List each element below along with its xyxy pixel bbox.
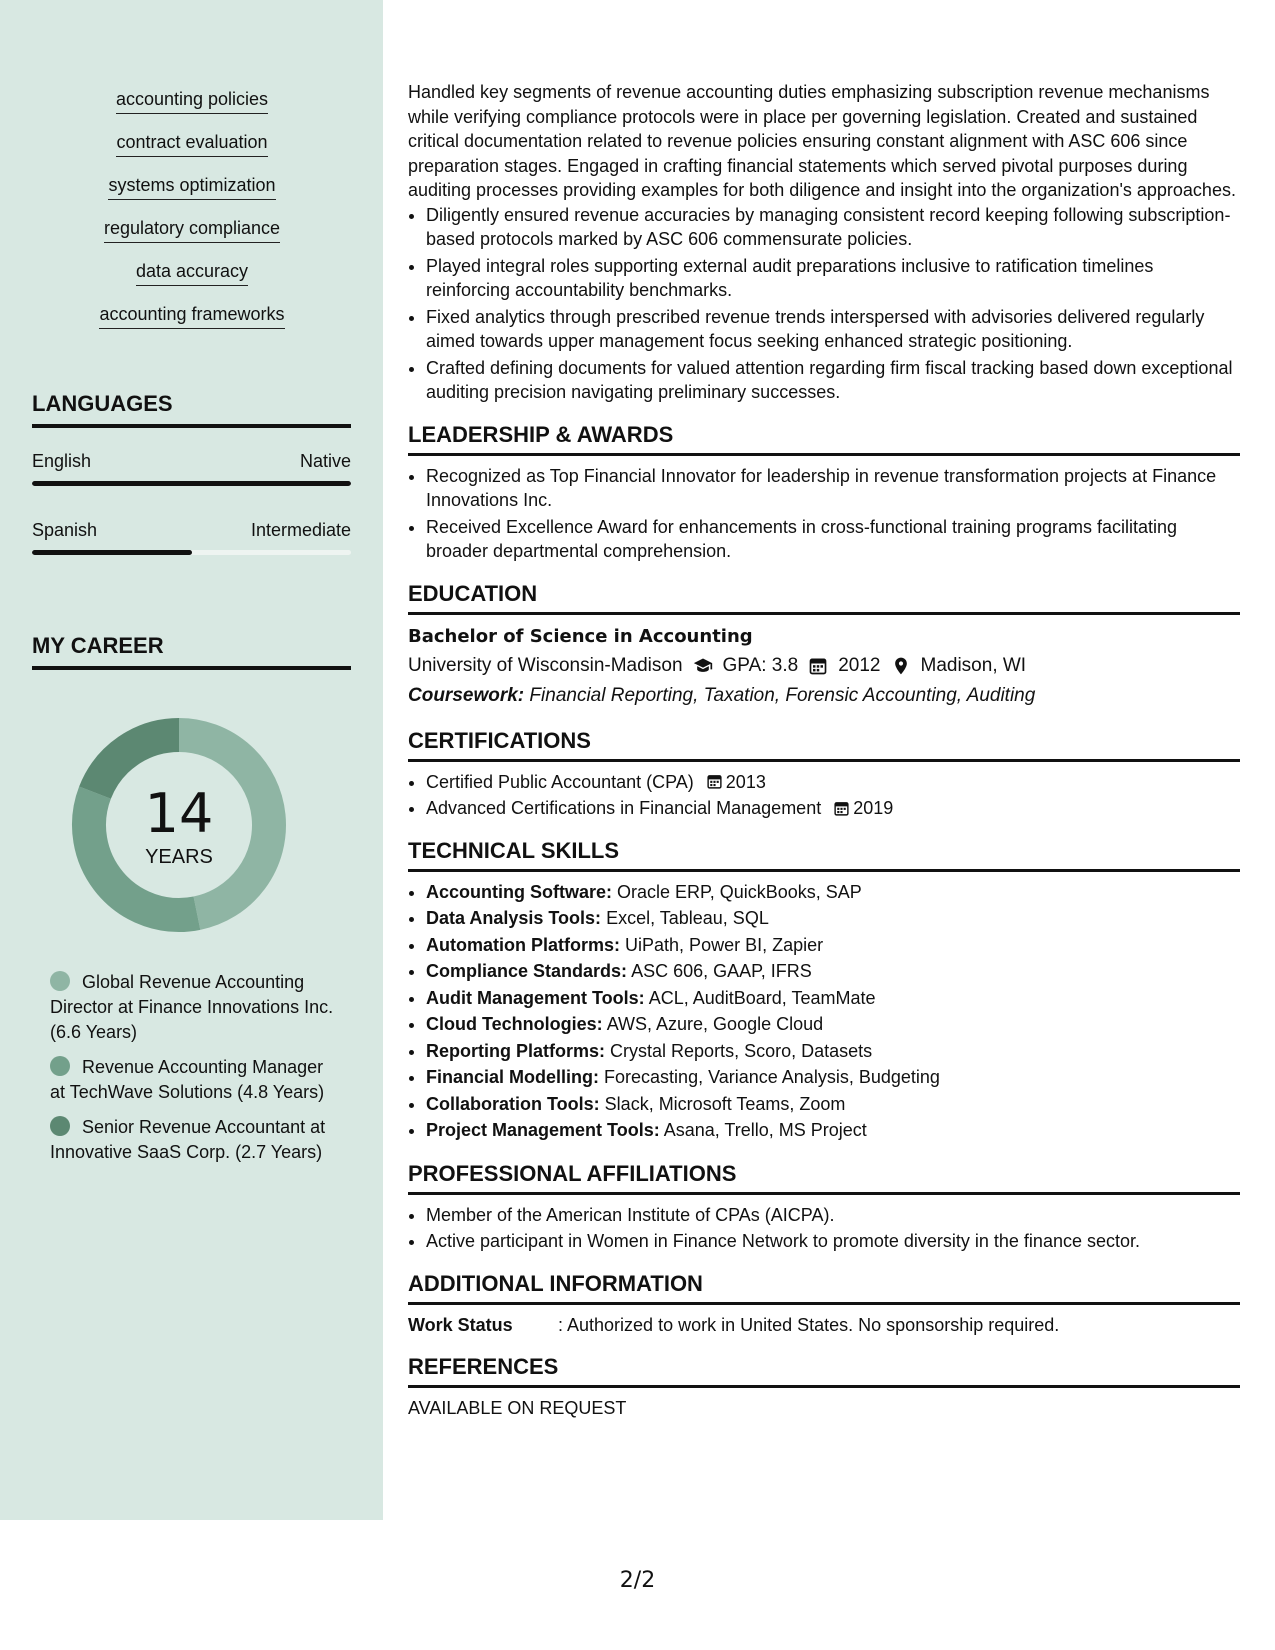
skill-value: Asana, Trello, MS Project — [663, 1120, 867, 1140]
skill-value: Crystal Reports, Scoro, Datasets — [610, 1040, 873, 1061]
career-years-label: YEARS — [145, 846, 213, 868]
skill-label: Cloud Technologies: — [426, 1014, 603, 1034]
skill-value: Excel, Tableau, SQL — [606, 908, 769, 928]
career-legend-item — [50, 1115, 340, 1165]
affiliations-heading: PROFESSIONAL AFFILIATIONS — [408, 1160, 1240, 1195]
list-item: • Received Excellence Award for enhancements in cross-functional training programs facilitating broader departmental comprehension. — [426, 515, 1240, 564]
skill-tag: regulatory compliance — [104, 217, 280, 243]
skill-value: Oracle ERP, QuickBooks, SAP — [617, 881, 862, 902]
career-legend-text: Global Revenue Accounting Director at Finance Innovations Inc. (6.6 Years) — [50, 972, 334, 1042]
skill-label: Reporting Platforms: — [426, 1040, 606, 1061]
career-heading: MY CAREER — [32, 632, 351, 670]
language-row — [32, 450, 351, 472]
languages-heading: LANGUAGES — [32, 390, 351, 428]
list-item: • Member of the American Institute of CPAs (AICPA). — [426, 1203, 1240, 1228]
list-item — [426, 796, 1240, 821]
list-item — [426, 1118, 1240, 1144]
skill-value: ACL, AuditBoard, TeamMate — [648, 987, 876, 1008]
career-legend-item — [50, 970, 340, 1045]
references-heading: REFERENCES — [408, 1353, 1240, 1388]
list-item: • Active participant in Women in Finance Network to promote diversity in the finance sector. — [426, 1229, 1240, 1254]
experience-bullets — [408, 203, 1240, 405]
location-pin-icon — [891, 656, 911, 676]
list-item — [426, 1012, 1240, 1038]
language-bar-fill — [32, 481, 351, 486]
work-status-row — [408, 1313, 1240, 1337]
skill-value: Slack, Microsoft Teams, Zoom — [604, 1093, 846, 1114]
certification-year: 2013 — [725, 771, 766, 792]
coursework-value: Financial Reporting, Taxation, Forensic Accounting, Auditing — [529, 684, 1036, 706]
skill-tag: accounting frameworks — [99, 303, 284, 329]
skill-label: Compliance Standards: — [426, 961, 628, 981]
skills-list — [32, 88, 352, 346]
main-content — [408, 80, 1240, 1420]
skill-value: ASC 606, GAAP, IFRS — [631, 961, 812, 981]
legend-dot-icon — [50, 1056, 70, 1076]
list-item — [426, 959, 1240, 985]
leadership-heading: LEADERSHIP & AWARDS — [408, 421, 1240, 456]
list-item — [426, 880, 1240, 906]
skill-value: AWS, Azure, Google Cloud — [606, 1014, 824, 1034]
calendar-icon — [808, 656, 828, 676]
education-school: University of Wisconsin-Madison — [408, 654, 683, 676]
language-level: Intermediate — [250, 520, 351, 540]
calendar-icon — [706, 773, 723, 790]
certification-name: • Certified Public Accountant (CPA) — [426, 771, 694, 792]
language-name: English — [32, 451, 92, 471]
skill-tag: data accuracy — [136, 260, 248, 286]
skill-value: Forecasting, Variance Analysis, Budgeting — [604, 1067, 940, 1087]
career-legend-item — [50, 1055, 340, 1105]
legend-dot-icon — [50, 1116, 70, 1136]
certifications-list — [408, 770, 1240, 821]
sidebar — [0, 0, 383, 1520]
skill-tag: systems optimization — [108, 174, 275, 200]
list-item: • Fixed analytics through prescribed revenue trends interspersed with advisories delivered regularly aimed towards upper management focus seeking enhanced strategic positioning. — [426, 305, 1240, 354]
list-item — [426, 770, 1240, 795]
language-bar — [32, 550, 351, 555]
career-years-number: 14 — [144, 782, 214, 845]
skill-label: Audit Management Tools: — [426, 987, 645, 1008]
list-item — [426, 1065, 1240, 1091]
list-item — [426, 1039, 1240, 1065]
education-heading: EDUCATION — [408, 580, 1240, 615]
references-value: AVAILABLE ON REQUEST — [408, 1397, 627, 1418]
skill-label: Financial Modelling: — [426, 1067, 600, 1087]
additional-info-heading: ADDITIONAL INFORMATION — [408, 1270, 1240, 1305]
language-level: Native — [299, 451, 351, 471]
skill-label: Project Management Tools: — [426, 1120, 660, 1140]
career-donut-chart — [66, 712, 292, 938]
list-item — [426, 1092, 1240, 1118]
list-item: • Diligently ensured revenue accuracies by managing consistent record keeping following subscription-based protocols marked by ASC 606 commensurate policies. — [426, 203, 1240, 252]
list-item: • Recognized as Top Financial Innovator for leadership in revenue transformation projects at Finance Innovations Inc. — [426, 464, 1240, 513]
technical-skills-heading: TECHNICAL SKILLS — [408, 837, 1240, 872]
education-year: 2012 — [838, 654, 881, 676]
experience-summary: Handled key segments of revenue accounting duties emphasizing subscription revenue mechanisms while verifying compliance protocols were in place per governing legislation. Created and sustained critical documentation related to revenue policies ensuring constant alignment with ASC 606 since preparation stages. Engaged in crafting financial statements which served pivotal purposes during auditing processes providing examples for both diligence and insight into the organization's approaches. — [408, 82, 1236, 200]
affiliations-list — [408, 1203, 1240, 1254]
list-item — [426, 906, 1240, 932]
language-row — [32, 519, 351, 541]
certification-year: 2019 — [853, 798, 894, 818]
skill-tag: contract evaluation — [116, 131, 267, 157]
skill-tag: accounting policies — [116, 88, 268, 114]
education-location: Madison, WI — [920, 654, 1027, 676]
skill-label: Accounting Software: — [426, 881, 613, 902]
list-item — [426, 933, 1240, 959]
education-coursework — [408, 681, 1240, 711]
work-status-value: : Authorized to work in United States. No sponsorship required. — [558, 1314, 1060, 1335]
work-status-label: Work Status — [408, 1314, 513, 1335]
technical-skills-list — [408, 880, 1240, 1144]
education-degree: Bachelor of Science in Accounting — [408, 625, 753, 647]
page-number: 2/2 — [619, 1568, 656, 1593]
skill-label: Collaboration Tools: — [426, 1093, 600, 1114]
skill-value: UiPath, Power BI, Zapier — [625, 934, 824, 955]
calendar-icon — [833, 800, 850, 817]
language-bar-fill — [32, 550, 192, 555]
language-name: Spanish — [32, 520, 98, 540]
leadership-list — [408, 464, 1240, 564]
language-bar — [32, 481, 351, 486]
list-item — [426, 986, 1240, 1012]
career-legend-text: Senior Revenue Accountant at Innovative SaaS Corp. (2.7 Years) — [50, 1117, 326, 1162]
skill-label: Data Analysis Tools: — [426, 908, 602, 928]
legend-dot-icon — [50, 971, 70, 991]
skill-label: Automation Platforms: — [426, 934, 621, 955]
certification-name: • Advanced Certifications in Financial Management — [426, 798, 822, 818]
graduation-cap-icon — [693, 656, 713, 676]
education-gpa: GPA: 3.8 — [722, 654, 799, 676]
coursework-label: Coursework: — [408, 684, 525, 706]
career-legend — [50, 970, 340, 1175]
certifications-heading: CERTIFICATIONS — [408, 727, 1240, 762]
list-item: • Played integral roles supporting external audit preparations inclusive to ratification timelines reinforcing accountability benchmarks. — [426, 254, 1240, 303]
career-legend-text: Revenue Accounting Manager at TechWave Solutions (4.8 Years) — [50, 1057, 325, 1102]
education-details — [408, 651, 1240, 681]
list-item: • Crafted defining documents for valued attention regarding firm fiscal tracking based down exceptional auditing precision navigating preliminary successes. — [426, 356, 1240, 405]
